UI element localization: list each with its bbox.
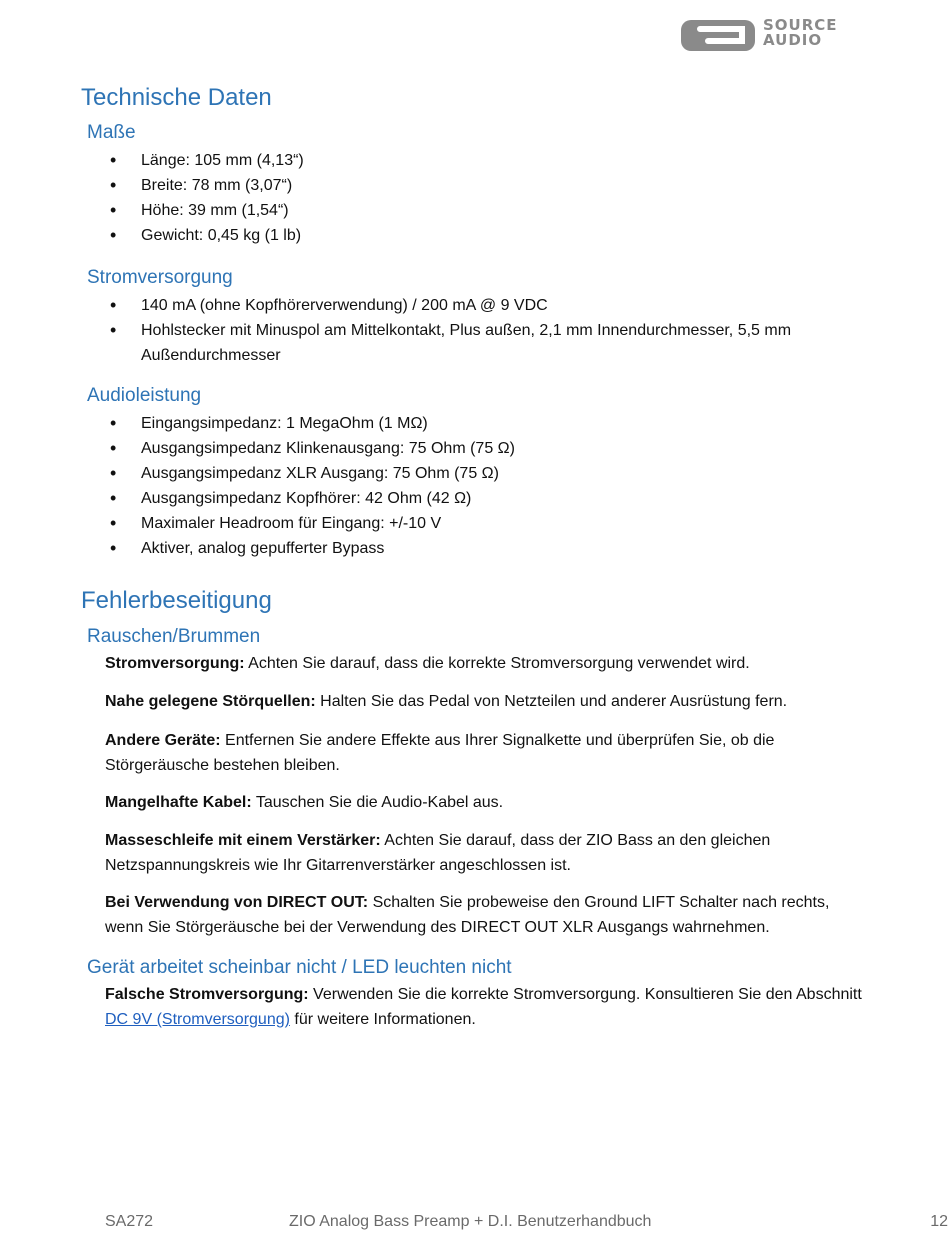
logo-text-line1: SOURCE [763, 16, 838, 34]
heading-dimensions: Maße [87, 122, 136, 143]
paragraph-label: Bei Verwendung von DIRECT OUT: [105, 894, 369, 911]
list-item: • 140 mA (ohne Kopfhörerverwendung) / 200 mA @ 9 VDC [0, 293, 861, 318]
paragraph-other-devices [105, 728, 865, 778]
heading-power-supply: Stromversorgung [87, 267, 233, 288]
paragraph-text: Achten Sie darauf, dass der ZIO Bass an den gleichen Netzspannungskreis wie Ihr Gitarrenverstärker angeschlossen ist. [105, 832, 771, 874]
footer-document-code: SA272 [105, 1213, 154, 1230]
paragraph-label: Nahe gelegene Störquellen: [105, 693, 316, 710]
logo-text-line2: AUDIO [763, 31, 823, 49]
list-dimensions [0, 148, 861, 248]
logo-wordmark [763, 18, 838, 48]
paragraph-ground-loop [105, 828, 865, 878]
heading-noise-hum: Rauschen/Brummen [87, 626, 261, 647]
paragraph-faulty-cables [105, 790, 865, 815]
list-item: • Ausgangsimpedanz XLR Ausgang: 75 Ohm (75 Ω) [0, 461, 861, 486]
paragraph-text: Achten Sie darauf, dass die korrekte Stromversorgung verwendet wird. [244, 655, 750, 672]
paragraph-label: Andere Geräte: [105, 732, 221, 749]
paragraph-direct-out [105, 890, 865, 940]
footer-document-title: ZIO Analog Bass Preamp + D.I. Benutzerhandbuch [289, 1213, 652, 1230]
list-item: • Eingangsimpedanz: 1 MegaOhm (1 MΩ) [0, 411, 861, 436]
heading-device-not-working: Gerät arbeitet scheinbar nicht / LED leuchten nicht [87, 957, 512, 978]
paragraph-nearby-interference [105, 689, 865, 714]
paragraph-label: Stromversorgung: [105, 655, 245, 672]
paragraph-text: für weitere Informationen. [289, 1011, 476, 1028]
list-audio-performance [0, 411, 861, 561]
footer-page-number: 12 [930, 1213, 948, 1230]
paragraph-text: Verwenden Sie die korrekte Stromversorgung. Konsultieren Sie den Abschnitt [308, 986, 862, 1003]
list-item: • Höhe: 39 mm (1,54“) [0, 198, 861, 223]
list-item: • Länge: 105 mm (4,13“) [0, 148, 861, 173]
list-item: • Breite: 78 mm (3,07“) [0, 173, 861, 198]
paragraph-text: Schalten Sie probeweise den Ground LIFT Schalter nach rechts, wenn Sie Störgeräusche bei der Verwendung des DIRECT OUT XLR Ausgangs wahrnehmen. [105, 894, 830, 936]
list-item: • Maximaler Headroom für Eingang: +/-10 V [0, 511, 861, 536]
list-item: • Aktiver, analog gepufferter Bypass [0, 536, 861, 561]
list-item: • Hohlstecker mit Minuspol am Mittelkontakt, Plus außen, 2,1 mm Innendurchmesser, 5,5 mm Außendurchmesser [0, 318, 861, 368]
paragraph-wrong-power-supply [105, 982, 865, 1032]
heading-technical-data: Technische Daten [81, 84, 272, 111]
list-item: • Gewicht: 0,45 kg (1 lb) [0, 223, 861, 248]
heading-audio-performance: Audioleistung [87, 385, 202, 406]
heading-troubleshooting: Fehlerbeseitigung [81, 587, 272, 614]
list-item: • Ausgangsimpedanz Kopfhörer: 42 Ohm (42 Ω) [0, 486, 861, 511]
paragraph-text: Tauschen Sie die Audio-Kabel aus. [251, 794, 504, 811]
paragraph-label: Masseschleife mit einem Verstärker: [105, 832, 381, 849]
paragraph-label: Mangelhafte Kabel: [105, 794, 252, 811]
list-item: • Ausgangsimpedanz Klinkenausgang: 75 Ohm (75 Ω) [0, 436, 861, 461]
paragraph-label: Falsche Stromversorgung: [105, 986, 309, 1003]
paragraph-text: Halten Sie das Pedal von Netzteilen und anderer Ausrüstung fern. [315, 693, 788, 710]
link-dc-9v-power-supply[interactable]: DC 9V (Stromversorgung) [105, 1011, 290, 1028]
paragraph-power-supply [105, 651, 865, 676]
paragraph-text: Entfernen Sie andere Effekte aus Ihrer Signalkette und überprüfen Sie, ob die Störgeräusche bestehen bleiben. [105, 732, 775, 774]
list-power-supply [0, 293, 861, 368]
